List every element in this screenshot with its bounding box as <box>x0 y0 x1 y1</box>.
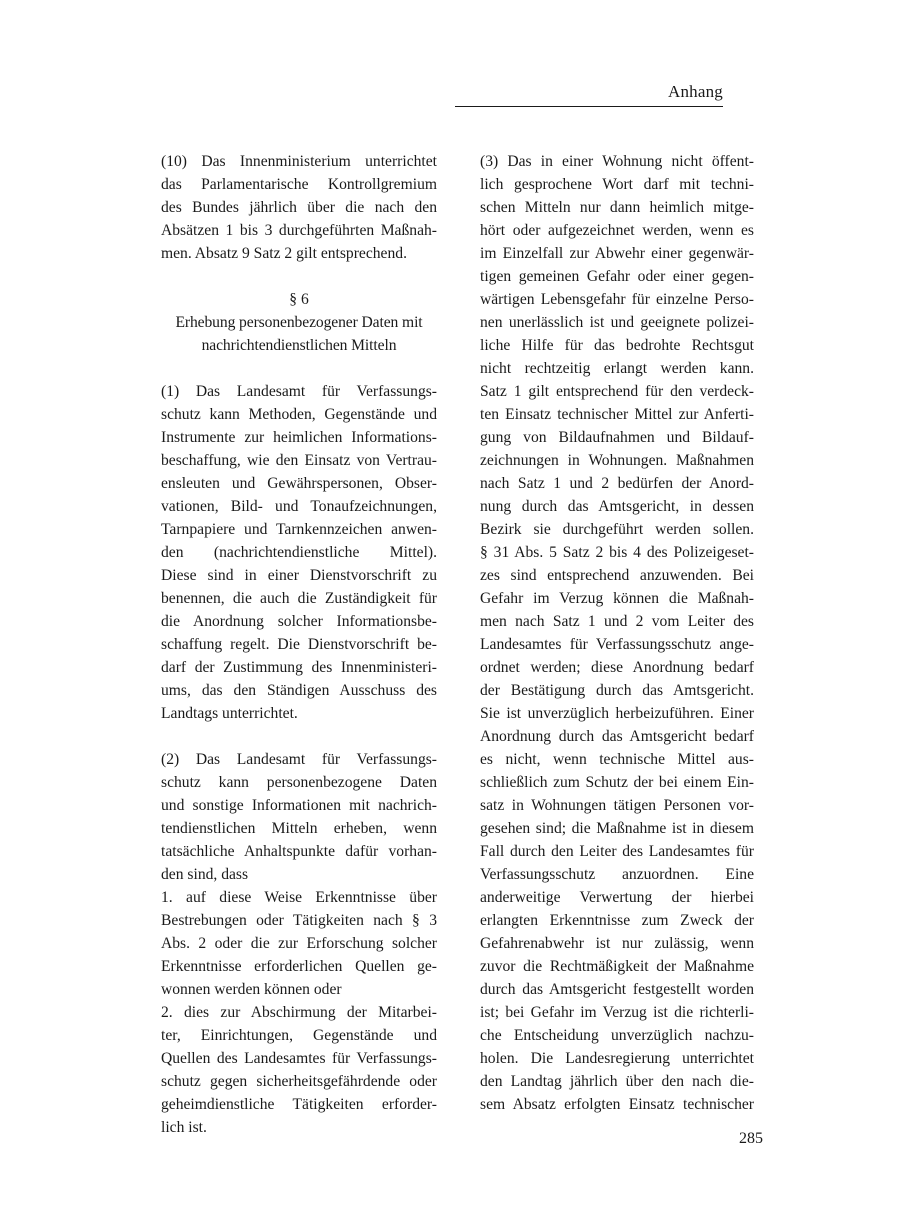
text-line: Bezirk sie durchgeführt werden sollen. <box>480 521 754 538</box>
text-line: gung von Bildaufnahmen und Bildauf- <box>480 429 754 446</box>
text-line: tendienstlichen Mitteln erheben, wenn <box>161 820 437 837</box>
text-line: Verfassungsschutz anzuordnen. Eine <box>480 866 754 883</box>
text-line: satz in Wohnungen tätigen Personen vor- <box>480 797 754 814</box>
left-column <box>161 150 437 1139</box>
text-line: (2) Das Landesamt für Verfassungs- <box>161 751 437 768</box>
text-line: schaffung regelt. Die Dienstvorschrift be- <box>161 636 437 653</box>
text-line: § 31 Abs. 5 Satz 2 bis 4 des Polizeigeset- <box>480 544 754 561</box>
text-line: ist; bei Gefahr im Verzug ist die richterli- <box>480 1004 754 1021</box>
text-line: holen. Die Landesregierung unterrichtet <box>480 1050 754 1067</box>
text-line: schutz kann Methoden, Gegenstände und <box>161 406 437 423</box>
section-heading <box>161 288 437 357</box>
text-line: Sie ist unverzüglich herbeizuführen. Einer <box>480 705 754 722</box>
text-line: Landesamtes für Verfassungsschutz ange- <box>480 636 754 653</box>
text-line: im Einzelfall zur Abwehr einer gegenwär- <box>480 245 754 262</box>
text-line: hört oder aufgezeichnet werden, wenn es <box>480 222 754 239</box>
text-line: erlangten Erkenntnisse zum Zweck der <box>480 912 754 929</box>
text-line: nen unerlässlich ist und geeignete polizei- <box>480 314 754 331</box>
list-item-line: 1. auf diese Weise Erkenntnisse über <box>161 889 437 906</box>
text-line: Quellen des Landesamtes für Verfassungs- <box>161 1050 437 1067</box>
section-title-line: Erhebung personenbezogener Daten mit <box>175 314 423 331</box>
text-line: Absätzen 1 bis 3 durchgeführten Maßnah- <box>161 222 437 239</box>
text-line: darf der Zustimmung des Innenministeri- <box>161 659 437 676</box>
right-column <box>480 150 754 1116</box>
text-line: durch das Amtsgericht festgestellt worden <box>480 981 754 998</box>
list-item-line: 2. dies zur Abschirmung der Mitarbei- <box>161 1004 437 1021</box>
text-line: schutz gegen sicherheitsgefährdende oder <box>161 1073 437 1090</box>
text-line: Satz 1 gilt entsprechend für den verdeck- <box>480 383 754 400</box>
text-line: (3) Das in einer Wohnung nicht öffent- <box>480 153 754 170</box>
text-line: wärtigen Lebensgefahr für einzelne Perso- <box>480 291 754 308</box>
paragraph-1 <box>161 380 437 725</box>
text-line: und sonstige Informationen mit nachrich- <box>161 797 437 814</box>
page-number: 285 <box>739 1130 763 1147</box>
text-line: es nicht, wenn technische Mittel aus- <box>480 751 754 768</box>
text-line: der Bestätigung durch das Amtsgericht. <box>480 682 754 699</box>
text-line: Fall durch den Leiter des Landesamtes für <box>480 843 754 860</box>
text-line: zes sind entsprechend anzuwenden. Bei <box>480 567 754 584</box>
text-line: (10) Das Innenministerium unterrichtet <box>161 153 437 170</box>
text-line: lich gesprochene Wort darf mit techni- <box>480 176 754 193</box>
text-line: che Entscheidung unverzüglich nachzu- <box>480 1027 754 1044</box>
text-line: zeichnungen in Wohnungen. Maßnahmen <box>480 452 754 469</box>
text-line: geheimdienstliche Tätigkeiten erforder- <box>161 1096 437 1113</box>
text-line: den Landtag jährlich über den nach die- <box>480 1073 754 1090</box>
section-number: § 6 <box>289 291 309 308</box>
text-line: nung durch das Amtsgericht, in dessen <box>480 498 754 515</box>
text-line: beschaffung, wie den Einsatz von Vertrau- <box>161 452 437 469</box>
text-line: Tarnpapiere und Tarnkennzeichen anwen- <box>161 521 437 538</box>
text-line: Instrumente zur heimlichen Informations- <box>161 429 437 446</box>
paragraph-3 <box>480 150 754 1116</box>
text-line: des Bundes jährlich über die nach den <box>161 199 437 216</box>
text-line: schutz kann personenbezogene Daten <box>161 774 437 791</box>
text-line: die Anordnung solcher Informationsbe- <box>161 613 437 630</box>
text-line: Landtags unterrichtet. <box>161 705 298 722</box>
text-line: liche Hilfe für das bedrohte Rechtsgut <box>480 337 754 354</box>
text-line: Bestrebungen oder Tätigkeiten nach § 3 <box>161 912 437 929</box>
text-line: Anordnung durch das Amtsgericht bedarf <box>480 728 754 745</box>
text-line: men. Absatz 9 Satz 2 gilt entsprechend. <box>161 245 407 262</box>
text-line: ums, das den Ständigen Ausschuss des <box>161 682 437 699</box>
text-line: anderweitige Verwertung der hierbei <box>480 889 754 906</box>
text-line: Gefahrenabwehr ist nur zulässig, wenn <box>480 935 754 952</box>
text-line: ter, Einrichtungen, Gegenstände und <box>161 1027 437 1044</box>
text-line: den sind, dass <box>161 866 249 883</box>
section-title-line: nachrichtendienstlichen Mitteln <box>201 337 397 354</box>
text-line: Diese sind in einer Dienstvorschrift zu <box>161 567 437 584</box>
text-line: ensleuten und Gewährspersonen, Obser- <box>161 475 437 492</box>
text-line: nicht rechtzeitig erlangt werden kann. <box>480 360 754 377</box>
text-line: men nach Satz 1 und 2 vom Leiter des <box>480 613 754 630</box>
text-line: den (nachrichtendienstliche Mittel). <box>161 544 437 561</box>
text-line: (1) Das Landesamt für Verfassungs- <box>161 383 437 400</box>
text-line: schließlich zum Schutz der bei einem Ein- <box>480 774 754 791</box>
text-line: Abs. 2 oder die zur Erforschung solcher <box>161 935 437 952</box>
text-line: lich ist. <box>161 1119 207 1136</box>
text-line: Gefahr im Verzug können die Maßnah- <box>480 590 754 607</box>
paragraph-2 <box>161 748 437 1139</box>
text-line: sem Absatz erfolgten Einsatz technischer <box>480 1096 754 1113</box>
running-head <box>455 82 723 107</box>
text-line: Erkenntnisse erforderlichen Quellen ge- <box>161 958 437 975</box>
text-line: zuvor die Rechtmäßigkeit der Maßnahme <box>480 958 754 975</box>
text-line: benennen, die auch die Zuständigkeit für <box>161 590 437 607</box>
text-line: ten Einsatz technischer Mittel zur Anferti- <box>480 406 754 423</box>
text-line: gesehen sind; die Maßnahme ist in diesem <box>480 820 754 837</box>
text-line: vationen, Bild- und Tonaufzeichnungen, <box>161 498 437 515</box>
text-line: nach Satz 1 und 2 bedürfen der Anord- <box>480 475 754 492</box>
text-line: wonnen werden können oder <box>161 981 342 998</box>
text-line: schen Mitteln nur dann heimlich mitge- <box>480 199 754 216</box>
text-line: ordnet werden; diese Anordnung bedarf <box>480 659 754 676</box>
text-line: tigen gemeinen Gefahr oder einer gegen- <box>480 268 754 285</box>
text-line: das Parlamentarische Kontrollgremium <box>161 176 437 193</box>
text-line: tatsächliche Anhaltspunkte dafür vorhan- <box>161 843 437 860</box>
paragraph-10 <box>161 150 437 265</box>
running-head-title: Anhang <box>667 82 723 101</box>
